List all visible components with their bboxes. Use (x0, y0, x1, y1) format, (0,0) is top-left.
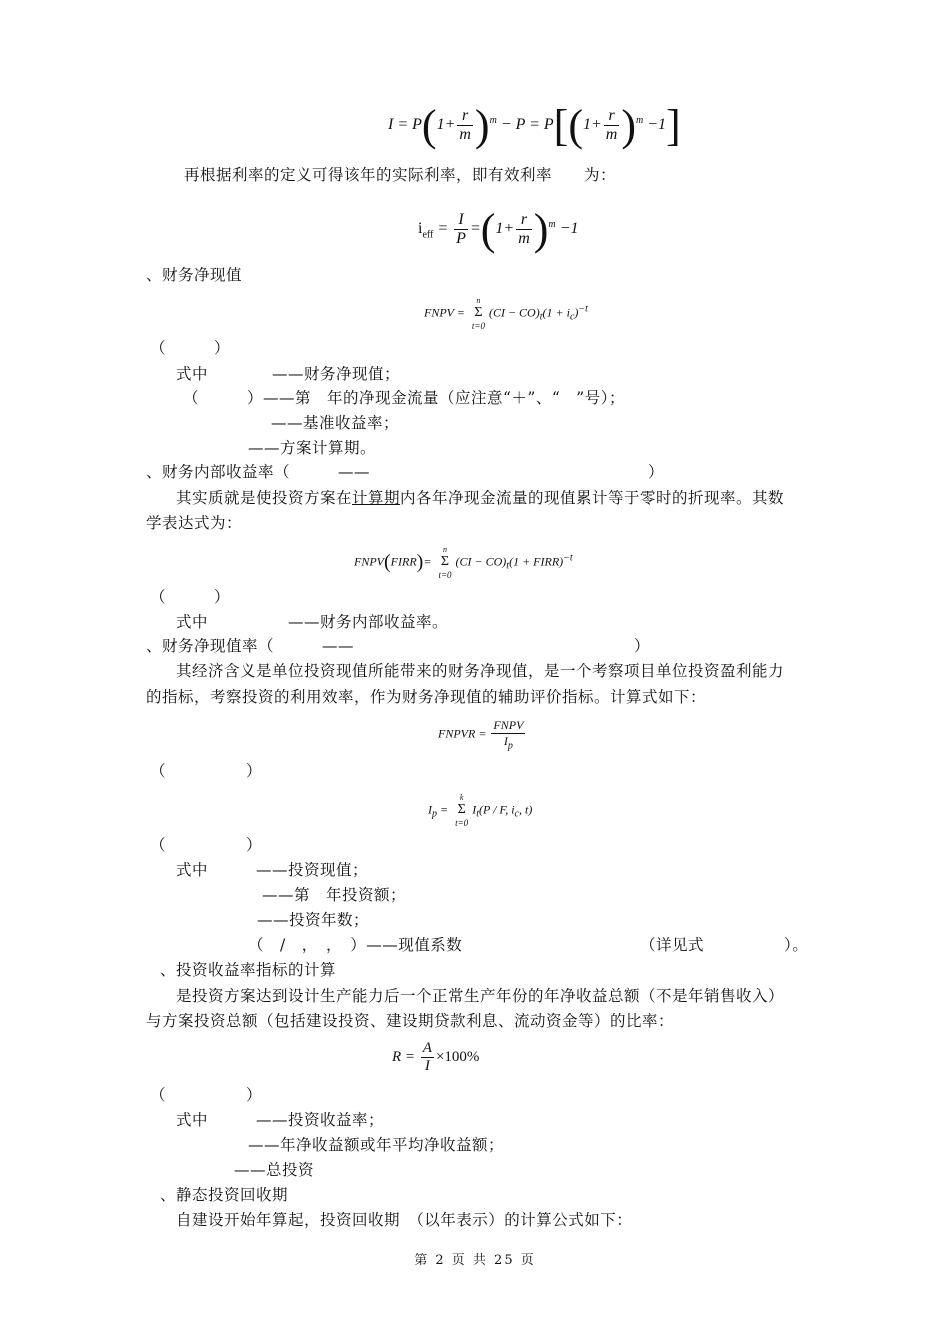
firr-paragraph-line2: 学表达式为： (146, 514, 243, 532)
where-ic: ——基准收益率； (271, 414, 400, 432)
equation-number: （ ） (150, 836, 263, 854)
where-firr: 式中 ——财务内部收益率。 (176, 613, 449, 631)
heading-payback: 、静态投资回收期 (160, 1186, 289, 1204)
heading-fnpv: 、财务净现值 (146, 266, 243, 284)
firr-paragraph-line1: 其实质就是使投资方案在计算期内各年净现金流量的现值累计等于零时的折现率。其数 (176, 489, 785, 507)
equation-number: （ ） (150, 588, 231, 606)
heading-fnpvr-close: ） (634, 637, 651, 655)
formula-firr: FNPV(FIRR)= n Σ t=0 $(CI - CO)_t(1$ + FIRR)$^{-t}$ (354, 545, 573, 580)
fnpvr-paragraph-line2: 的指标，考察投资的利用效率，作为财务净现值的辅助评价指标。计算式如下： (146, 688, 707, 706)
where-ip: 式中 ——投资现值； (176, 861, 369, 879)
where-r: 式中 ——投资收益率； (176, 1111, 385, 1129)
where-it: ——第 年投资额； (262, 886, 407, 904)
fnpvr-paragraph-line1: 其经济含义是单位投资现值所能带来的财务净现值，是一个考察项目单位投资盈利能力 (176, 662, 785, 680)
formula-investment-pv: $I_p$ = k Σ t=0 $I_t(P$ / F, $i_c$, t) (428, 793, 533, 828)
where-period: ——方案计算期。 (248, 439, 377, 457)
formula-fnpv: FNPV = n Σ t=0 $(CI - CO)_t(1 + i_c)^{-t}$ (424, 296, 588, 331)
page-footer: 第 2 页 共 25 页 (414, 1253, 536, 1268)
equation-number: （ ） (150, 1086, 263, 1104)
where-pf: （ / ， ， ）——现值系数 (248, 936, 463, 954)
formula-interest-amount: I = P(1+ $\frac{r}{m}$ )$^m$ − P = P[(1+ $\frac{r}{m}$ )$^m$ −1] (388, 101, 681, 150)
formula-roi: R = $\frac{A}{I}$ ×100% (392, 1040, 480, 1074)
heading-firr-close: ） (648, 463, 665, 481)
formula-fnpvr: FNPVR = $\frac{\text{FNPV}}{I_p}$ (438, 718, 524, 752)
roi-paragraph-line2: 与方案投资总额（包括建设投资、建设期贷款利息、流动资金等）的比率： (146, 1012, 675, 1030)
formula-effective-rate: $i_{eff}$ = $\frac{I}{P}$ =(1+ $\frac{r}{m}$ )$^m$ −1 (418, 205, 579, 254)
where-cashflow: （ ）——第 年的净现金流量（应注意“＋”、“ ”号）； (183, 389, 625, 407)
payback-paragraph: 自建设开始年算起，投资回收期 （以年表示）的计算公式如下： (176, 1211, 633, 1229)
roi-paragraph-line1: 是投资方案达到设计生产能力后一个正常生产年份的年净收益总额（不是年销售收入） (176, 987, 785, 1005)
where-a: ——年净收益额或年平均净收益额； (248, 1136, 505, 1154)
text-effective-rate: 再根据利率的定义可得该年的实际利率，即有效利率 为： (184, 166, 617, 184)
where-k: ——投资年数； (257, 911, 370, 929)
where-i: ——总投资 (234, 1161, 315, 1179)
equation-number: （ ） (150, 339, 231, 357)
where-fnpv: 式中 ——财务净现值； (176, 365, 401, 383)
heading-fnpvr: 、财务净现值率（ —— (146, 637, 355, 655)
heading-roi: 、投资收益率指标的计算 (160, 961, 337, 979)
link-calculation-period[interactable]: 计算期 (352, 489, 401, 507)
heading-firr: 、财务内部收益率（ —— (146, 463, 371, 481)
equation-number: （ ） (150, 762, 263, 780)
where-pf-see: （详见式 ）。 (640, 936, 809, 954)
